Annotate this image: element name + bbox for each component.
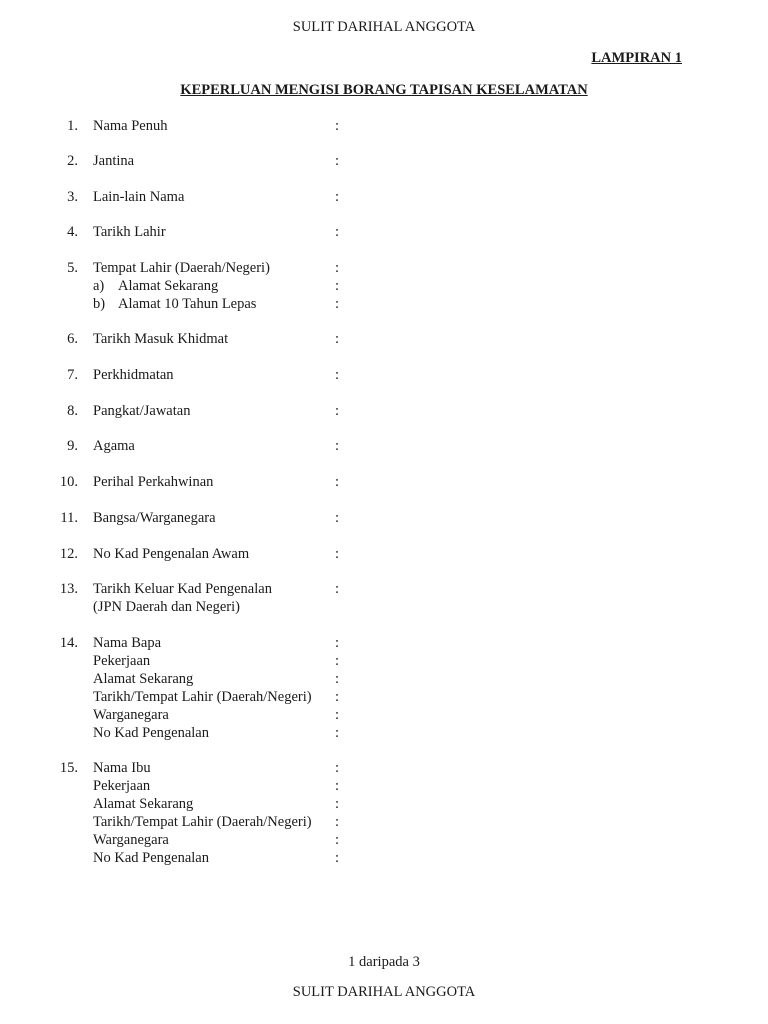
item-label-continuation: (JPN Daerah dan Negeri) — [93, 598, 240, 615]
item-number: 6. — [67, 331, 78, 347]
field-separator: : — [335, 367, 340, 383]
sub-item-letter: a) — [93, 277, 105, 294]
field-separator: : — [335, 474, 340, 490]
sub-field-label: Tarikh/Tempat Lahir (Daerah/Negeri) — [93, 813, 312, 830]
item-number: 10. — [59, 474, 78, 490]
field-separator: : — [335, 724, 340, 741]
field-separator: : — [335, 403, 340, 419]
item-label: Tarikh Lahir — [93, 224, 166, 240]
sub-field-label: No Kad Pengenalan — [93, 724, 209, 741]
item-label: Perkhidmatan — [93, 367, 174, 383]
field-separator: : — [335, 813, 340, 830]
field-separator: : — [335, 688, 340, 705]
item-number: 8. — [67, 403, 78, 419]
sub-field-label: Tarikh/Tempat Lahir (Daerah/Negeri) — [93, 688, 312, 705]
field-separator: : — [335, 189, 340, 205]
field-separator: : — [335, 670, 340, 687]
field-separator: : — [335, 546, 340, 562]
sub-item-label: Alamat 10 Tahun Lepas — [118, 295, 257, 312]
field-separator: : — [335, 849, 340, 866]
field-separator: : — [335, 295, 340, 312]
field-separator: : — [335, 510, 340, 526]
item-number: 11. — [60, 510, 78, 526]
attachment-label: LAMPIRAN 1 — [591, 50, 682, 66]
sub-field-label: Pekerjaan — [93, 777, 151, 794]
sub-field-label: Alamat Sekarang — [93, 795, 194, 812]
field-separator: : — [335, 635, 340, 651]
item-number: 7. — [67, 367, 78, 383]
item-label: Perihal Perkahwinan — [93, 474, 214, 490]
sub-item-letter: b) — [93, 295, 106, 312]
item-label: Tarikh Masuk Khidmat — [93, 331, 229, 347]
page-number: 1 daripada 3 — [348, 954, 420, 970]
item-number: 4. — [67, 224, 78, 240]
item-number: 15. — [59, 760, 78, 776]
item-label: Lain-lain Nama — [93, 189, 185, 205]
field-separator: : — [335, 118, 340, 134]
sub-field-label: No Kad Pengenalan — [93, 849, 209, 866]
field-separator: : — [335, 652, 340, 669]
item-label: Tempat Lahir (Daerah/Negeri) — [93, 260, 270, 276]
sub-field-label: Pekerjaan — [93, 652, 151, 669]
sub-item-label: Alamat Sekarang — [118, 277, 219, 294]
sub-field-label: Alamat Sekarang — [93, 670, 194, 687]
field-separator: : — [335, 277, 340, 294]
field-separator: : — [335, 581, 340, 597]
footer-classification: SULIT DARIHAL ANGGOTA — [292, 984, 476, 1000]
item-label: Nama Penuh — [93, 118, 168, 134]
field-separator: : — [335, 153, 340, 169]
item-label: No Kad Pengenalan Awam — [93, 546, 250, 562]
sub-field-label: Warganegara — [93, 706, 169, 723]
field-separator: : — [335, 777, 340, 794]
item-label: Nama Bapa — [93, 635, 162, 651]
item-label: Pangkat/Jawatan — [93, 403, 191, 419]
item-label: Jantina — [93, 153, 135, 169]
item-number: 1. — [67, 118, 78, 134]
field-separator: : — [335, 760, 340, 776]
item-number: 13. — [59, 581, 78, 597]
item-number: 5. — [67, 260, 78, 276]
field-separator: : — [335, 260, 340, 276]
field-separator: : — [335, 438, 340, 454]
field-separator: : — [335, 831, 340, 848]
field-separator: : — [335, 795, 340, 812]
item-label: Nama Ibu — [93, 760, 151, 776]
field-separator: : — [335, 706, 340, 723]
form-title: KEPERLUAN MENGISI BORANG TAPISAN KESELAMATAN — [180, 82, 588, 98]
item-label: Bangsa/Warganegara — [93, 510, 216, 526]
item-label: Tarikh Keluar Kad Pengenalan — [93, 581, 272, 597]
item-number: 3. — [67, 189, 78, 205]
item-number: 9. — [67, 438, 78, 454]
header-classification: SULIT DARIHAL ANGGOTA — [292, 19, 476, 35]
item-number: 2. — [67, 153, 78, 169]
field-separator: : — [335, 224, 340, 240]
sub-field-label: Warganegara — [93, 831, 169, 848]
item-number: 14. — [59, 635, 78, 651]
item-number: 12. — [59, 546, 78, 562]
item-label: Agama — [93, 438, 135, 454]
field-separator: : — [335, 331, 340, 347]
